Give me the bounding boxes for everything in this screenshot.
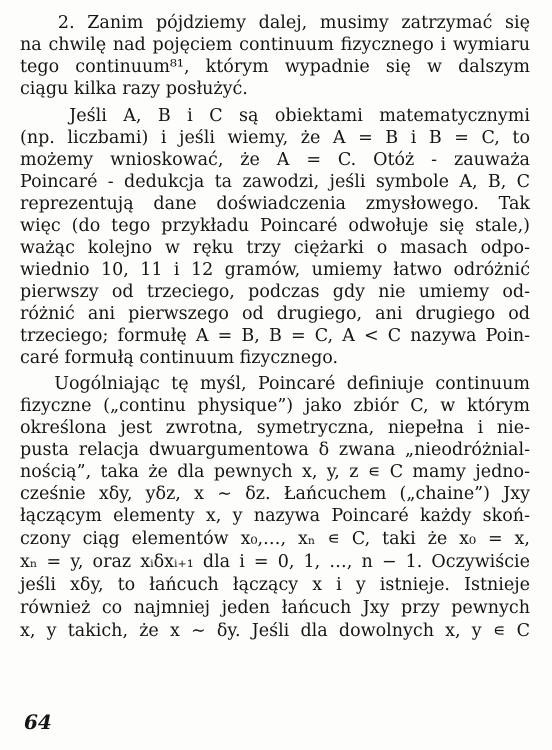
text-line: reprezentują dane doświadczenia zmysłowego. Tak [20, 194, 530, 214]
text-line: pierwszy od trzeciego, podczas gdy nie umiemy od- [20, 282, 530, 302]
text-line: wiednio 10, 11 i 12 gramów, umiemy łatwo odróżnić [20, 260, 530, 280]
text-line: x, y takich, że x ∼ δy. Jeśli dla dowolnych x, y ∊ C [20, 621, 530, 641]
text-line: (np. liczbami) i jeśli wiemy, że A = B i B = C, to [20, 128, 530, 148]
text-line: jeśli xδy, to łańcuch łączący x i y istnieje. Istnieje [20, 575, 530, 595]
text-line: cześnie xδy, yδz, x ∼ δz. Łańcuchem („chaine”) Jxy [20, 484, 530, 504]
text-line: więc (do tego przykładu Poincaré odwołuje się stale,) [20, 216, 530, 236]
text-line: czony ciąg elementów x₀,…, xₙ ∊ C, taki że x₀ = x, [20, 529, 530, 549]
text-line: caré formułą continuum fizycznego. [20, 348, 339, 368]
text-line: pusta relacja dwuargumentowa δ zwana „nieodróżnial- [20, 440, 530, 460]
text-line: fizyczne („continu physique”) jako zbiór C, w którym [20, 396, 530, 416]
text-line: Jeśli A, B i C są obiektami matematycznymi [20, 106, 530, 126]
text-line: Poincaré - dedukcja ta zawodzi, jeśli symbole A, B, C [20, 172, 530, 192]
text-line: różnić ani pierwszego od drugiego, ani drugiego od [20, 304, 530, 324]
text-line: również co najmniej jeden łańcuch Jxy przy pewnych [20, 598, 530, 618]
text-line: ciągu kilka razy posłużyć. [20, 79, 248, 99]
text-line: xₙ = y, oraz xᵢδxᵢ₊₁ dla i = 0, 1, …, n − 1. Oczywiście [20, 552, 530, 572]
text-line: tego continuum⁸¹, którym wypadnie się w dalszym [20, 57, 530, 77]
text-line: ważąc kolejno w ręku trzy ciężarki o masach odpo- [20, 238, 530, 258]
text-line: na chwilę nad pojęciem continuum fizycznego i wymiaru [20, 35, 530, 55]
text-line: 2. Zanim pójdziemy dalej, musimy zatrzymać się [20, 13, 530, 33]
text-line: łączącym elementy x, y nazywa Poincaré każdy skoń- [20, 506, 530, 526]
text-line: trzeciego; formułę A = B, B = C, A < C nazywa Poin- [20, 326, 530, 346]
text-line: możemy wnioskować, że A = C. Otóż - zauważa [20, 150, 530, 170]
text-line: nością”, taka że dla pewnych x, y, z ∊ C mamy jedno- [20, 462, 530, 482]
page-number: 64 [24, 710, 52, 734]
text-line: Uogólniając tę myśl, Poincaré definiuje continuum [20, 374, 530, 394]
text-line: określona jest zwrotna, symetryczna, niepełna i nie- [20, 418, 530, 438]
